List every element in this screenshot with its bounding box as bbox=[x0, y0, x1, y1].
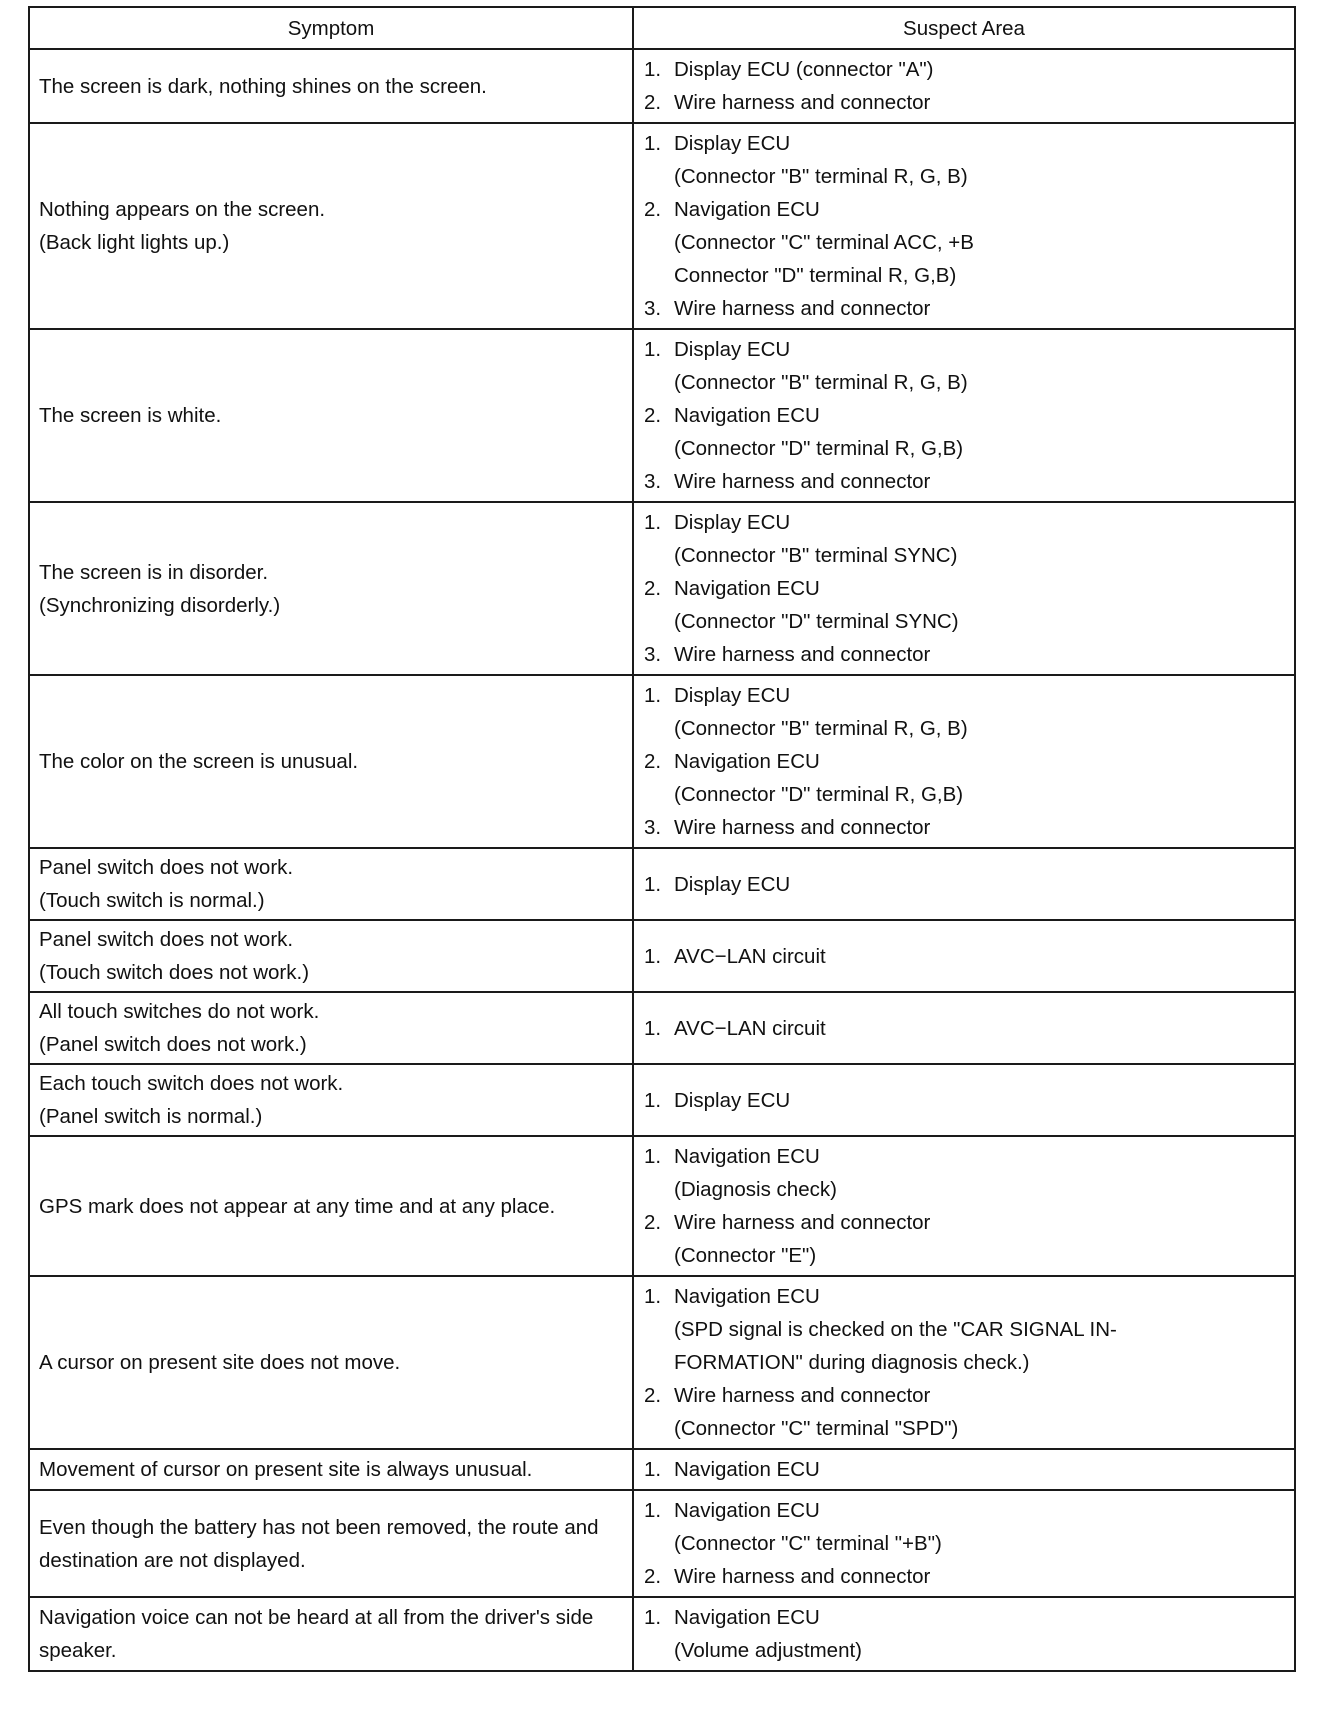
symptom-cell bbox=[29, 502, 633, 675]
item-text: Wire harness and connector bbox=[674, 91, 931, 114]
table-row bbox=[29, 675, 1295, 848]
suspect-area-cell bbox=[633, 920, 1295, 992]
item-number: 1. bbox=[644, 944, 662, 968]
item-text: Display ECU bbox=[674, 1088, 791, 1112]
item-text: Wire harness and connector bbox=[674, 1565, 931, 1588]
suspect-area-cell bbox=[633, 992, 1295, 1064]
suspect-item bbox=[644, 193, 1288, 292]
item-number: 3. bbox=[644, 816, 662, 839]
suspect-area-cell bbox=[633, 1064, 1295, 1136]
symptom-line: All touch switches do not work. bbox=[39, 1000, 320, 1023]
symptom-line: (Synchronizing disorderly.) bbox=[39, 593, 281, 617]
item-number: 1. bbox=[644, 1606, 662, 1629]
symptom-line: destination are not displayed. bbox=[39, 1548, 306, 1572]
table-row bbox=[29, 1064, 1295, 1136]
item-number: 1. bbox=[644, 684, 662, 707]
item-number: 3. bbox=[644, 470, 662, 493]
symptom-line: Navigation voice can not be heard at all from the driver's side bbox=[39, 1606, 594, 1629]
suspect-item bbox=[644, 465, 1288, 498]
symptom-cell bbox=[29, 1449, 633, 1490]
symptom-line: The screen is white. bbox=[39, 404, 222, 427]
symptom-line: The color on the screen is unusual. bbox=[39, 750, 359, 773]
item-detail: (Connector "D" terminal R, G,B) bbox=[674, 783, 964, 806]
suspect-item bbox=[644, 638, 1288, 671]
item-text: Display ECU (connector "A") bbox=[674, 58, 934, 81]
suspect-area-cell bbox=[633, 1449, 1295, 1490]
item-text: Navigation ECU bbox=[674, 1285, 820, 1308]
item-detail: Connector "D" terminal R, G,B) bbox=[674, 264, 957, 287]
table-row bbox=[29, 1449, 1295, 1490]
item-text: Display ECU bbox=[674, 872, 791, 896]
item-number: 2. bbox=[644, 1211, 662, 1234]
symptom-line: Movement of cursor on present site is always unusual. bbox=[39, 1458, 533, 1481]
suspect-item bbox=[644, 1012, 1288, 1045]
header-suspect-area: Suspect Area bbox=[633, 7, 1295, 49]
suspect-item bbox=[644, 811, 1288, 844]
item-text: Navigation ECU bbox=[674, 577, 820, 600]
item-number: 1. bbox=[644, 1458, 662, 1481]
suspect-area-cell bbox=[633, 123, 1295, 329]
item-number: 2. bbox=[644, 1565, 662, 1588]
item-text: Display ECU bbox=[674, 132, 791, 155]
suspect-item bbox=[644, 53, 1288, 86]
suspect-area-cell bbox=[633, 848, 1295, 920]
table-row bbox=[29, 502, 1295, 675]
symptom-line: The screen is dark, nothing shines on the screen. bbox=[39, 74, 487, 98]
symptom-line: A cursor on present site does not move. bbox=[39, 1351, 401, 1374]
suspect-item bbox=[644, 1206, 1288, 1272]
item-number: 1. bbox=[644, 1285, 662, 1308]
symptom-line: (Touch switch does not work.) bbox=[39, 961, 310, 984]
symptom-line: (Panel switch does not work.) bbox=[39, 1033, 307, 1056]
symptom-cell bbox=[29, 920, 633, 992]
item-detail: (Connector "D" terminal R, G,B) bbox=[674, 437, 964, 460]
symptom-line: GPS mark does not appear at any time and at any place. bbox=[39, 1194, 556, 1218]
suspect-item bbox=[644, 399, 1288, 465]
table-body bbox=[29, 49, 1295, 1671]
item-text: Wire harness and connector bbox=[674, 643, 931, 666]
suspect-item bbox=[644, 292, 1288, 325]
suspect-item bbox=[644, 1084, 1288, 1117]
suspect-item bbox=[644, 1280, 1288, 1379]
symptom-line: (Touch switch is normal.) bbox=[39, 889, 265, 912]
symptom-cell bbox=[29, 329, 633, 502]
troubleshooting-sheet bbox=[28, 6, 1294, 1672]
item-number: 1. bbox=[644, 58, 662, 81]
table-row bbox=[29, 49, 1295, 123]
suspect-item bbox=[644, 745, 1288, 811]
item-text: Navigation ECU bbox=[674, 750, 820, 773]
table-row bbox=[29, 1136, 1295, 1276]
item-text: Navigation ECU bbox=[674, 1458, 820, 1481]
symptom-cell bbox=[29, 992, 633, 1064]
item-detail: (Volume adjustment) bbox=[674, 1639, 863, 1662]
symptom-cell bbox=[29, 1597, 633, 1671]
suspect-item bbox=[644, 572, 1288, 638]
item-text: AVC−LAN circuit bbox=[674, 944, 826, 968]
suspect-item bbox=[644, 86, 1288, 119]
suspect-item bbox=[644, 868, 1288, 901]
table-row bbox=[29, 1276, 1295, 1449]
symptom-line: (Panel switch is normal.) bbox=[39, 1105, 263, 1128]
item-text: Wire harness and connector bbox=[674, 1384, 931, 1407]
item-text: Wire harness and connector bbox=[674, 470, 931, 493]
item-number: 1. bbox=[644, 1016, 662, 1040]
item-number: 1. bbox=[644, 132, 662, 155]
item-detail: (Connector "B" terminal SYNC) bbox=[674, 544, 958, 567]
suspect-item bbox=[644, 940, 1288, 973]
suspect-item bbox=[644, 1601, 1288, 1667]
suspect-item bbox=[644, 1560, 1288, 1593]
item-text: Navigation ECU bbox=[674, 404, 820, 427]
item-number: 1. bbox=[644, 1145, 662, 1168]
item-number: 1. bbox=[644, 872, 662, 896]
item-detail: (Connector "B" terminal R, G, B) bbox=[674, 165, 968, 188]
item-number: 2. bbox=[644, 198, 662, 221]
item-number: 2. bbox=[644, 1384, 662, 1407]
suspect-item bbox=[644, 127, 1288, 193]
table-row bbox=[29, 123, 1295, 329]
suspect-item bbox=[644, 1453, 1288, 1486]
item-number: 1. bbox=[644, 338, 662, 361]
item-number: 1. bbox=[644, 511, 662, 534]
item-text: Navigation ECU bbox=[674, 198, 820, 221]
item-number: 1. bbox=[644, 1088, 662, 1112]
item-number: 3. bbox=[644, 297, 662, 320]
symptom-line: speaker. bbox=[39, 1639, 117, 1662]
table-row bbox=[29, 920, 1295, 992]
item-number: 2. bbox=[644, 750, 662, 773]
symptom-cell bbox=[29, 675, 633, 848]
item-detail: (Connector "D" terminal SYNC) bbox=[674, 610, 959, 633]
header-row bbox=[29, 7, 1295, 49]
table-row bbox=[29, 848, 1295, 920]
suspect-area-cell bbox=[633, 1136, 1295, 1276]
item-detail: FORMATION" during diagnosis check.) bbox=[674, 1351, 1030, 1374]
header-symptom: Symptom bbox=[29, 7, 633, 49]
suspect-item bbox=[644, 1140, 1288, 1206]
table-row bbox=[29, 1490, 1295, 1597]
symptom-cell bbox=[29, 49, 633, 123]
item-number: 2. bbox=[644, 577, 662, 600]
item-number: 1. bbox=[644, 1499, 662, 1522]
item-detail: (Connector "C" terminal "+B") bbox=[674, 1532, 942, 1555]
item-text: Display ECU bbox=[674, 511, 791, 534]
symptom-cell bbox=[29, 1490, 633, 1597]
suspect-area-cell bbox=[633, 1490, 1295, 1597]
item-number: 3. bbox=[644, 643, 662, 666]
table-row bbox=[29, 1597, 1295, 1671]
table-header bbox=[29, 7, 1295, 49]
item-detail: (Connector "E") bbox=[674, 1244, 817, 1267]
symptom-cell bbox=[29, 1276, 633, 1449]
item-text: Wire harness and connector bbox=[674, 1211, 931, 1234]
symptom-line: Panel switch does not work. bbox=[39, 928, 294, 951]
symptom-cell bbox=[29, 848, 633, 920]
item-text: Wire harness and connector bbox=[674, 816, 931, 839]
item-text: Navigation ECU bbox=[674, 1499, 820, 1522]
symptom-line: (Back light lights up.) bbox=[39, 231, 230, 254]
symptom-table bbox=[28, 6, 1296, 1672]
item-text: Navigation ECU bbox=[674, 1145, 820, 1168]
symptom-line: Panel switch does not work. bbox=[39, 856, 294, 879]
suspect-area-cell bbox=[633, 502, 1295, 675]
symptom-cell bbox=[29, 123, 633, 329]
item-detail: (Diagnosis check) bbox=[674, 1178, 837, 1201]
item-text: Wire harness and connector bbox=[674, 297, 931, 320]
symptom-cell bbox=[29, 1064, 633, 1136]
item-detail: (Connector "C" terminal "SPD") bbox=[674, 1417, 959, 1440]
suspect-area-cell bbox=[633, 675, 1295, 848]
item-detail: (SPD signal is checked on the "CAR SIGNAL IN- bbox=[674, 1318, 1117, 1341]
suspect-item bbox=[644, 506, 1288, 572]
table-row bbox=[29, 992, 1295, 1064]
symptom-line: Each touch switch does not work. bbox=[39, 1072, 344, 1095]
suspect-area-cell bbox=[633, 1276, 1295, 1449]
item-text: Display ECU bbox=[674, 338, 791, 361]
item-number: 2. bbox=[644, 404, 662, 427]
suspect-item bbox=[644, 333, 1288, 399]
suspect-item bbox=[644, 1494, 1288, 1560]
suspect-area-cell bbox=[633, 1597, 1295, 1671]
item-text: Display ECU bbox=[674, 684, 791, 707]
item-number: 2. bbox=[644, 91, 662, 114]
item-detail: (Connector "B" terminal R, G, B) bbox=[674, 371, 968, 394]
suspect-item bbox=[644, 679, 1288, 745]
symptom-line: Even though the battery has not been removed, the route and bbox=[39, 1515, 599, 1539]
item-detail: (Connector "C" terminal ACC, +B bbox=[674, 231, 974, 254]
symptom-line: The screen is in disorder. bbox=[39, 560, 269, 584]
suspect-item bbox=[644, 1379, 1288, 1445]
symptom-cell bbox=[29, 1136, 633, 1276]
item-text: AVC−LAN circuit bbox=[674, 1016, 826, 1040]
table-row bbox=[29, 329, 1295, 502]
symptom-line: Nothing appears on the screen. bbox=[39, 198, 326, 221]
suspect-area-cell bbox=[633, 329, 1295, 502]
item-text: Navigation ECU bbox=[674, 1606, 820, 1629]
suspect-area-cell bbox=[633, 49, 1295, 123]
item-detail: (Connector "B" terminal R, G, B) bbox=[674, 717, 968, 740]
